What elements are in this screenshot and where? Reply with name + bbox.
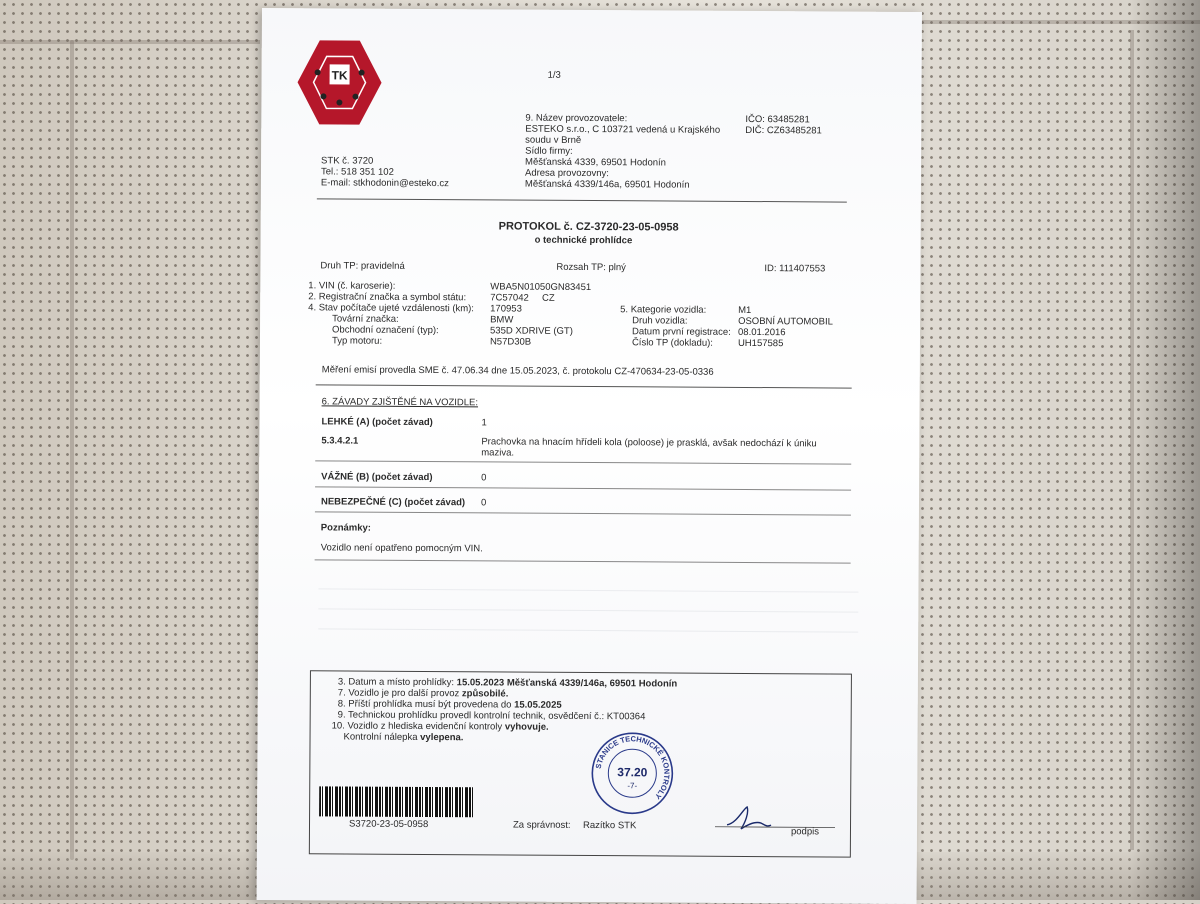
inspection-protocol-document xyxy=(257,8,922,904)
serious-defects-label: VÁŽNÉ (B) (počet závad) xyxy=(321,471,433,484)
divider xyxy=(315,559,851,563)
defects-heading: 6. ZÁVADY ZJIŠTĚNÉ NA VOZIDLE: xyxy=(321,396,479,409)
engine-label: Typ motoru: xyxy=(331,335,383,347)
model-value: 535D XDRIVE (GT) xyxy=(489,325,573,337)
seat-seam xyxy=(0,40,260,44)
vin-value: WBA5N01050GN83451 xyxy=(490,281,592,294)
show-through-line xyxy=(318,628,858,632)
first-reg-label: Datum první registrace: xyxy=(631,326,731,338)
vin-label: 1. VIN (č. karoserie): xyxy=(308,280,396,292)
seat-label: Sídlo firmy: xyxy=(525,145,573,157)
barcode xyxy=(319,786,473,817)
phone: Tel.: 518 351 102 xyxy=(320,166,394,178)
first-reg-value: 08.01.2016 xyxy=(737,326,786,339)
protocol-id: ID: 111407553 xyxy=(764,263,826,275)
logo-text: TK xyxy=(331,68,348,83)
dangerous-defects-count: 0 xyxy=(480,497,487,509)
protocol-subtitle: o technické prohlídce xyxy=(534,234,633,247)
operator-label: 9. Název provozovatele: xyxy=(525,112,628,125)
stamp-caption: Razítko STK xyxy=(582,819,637,832)
defect-code: 5.3.4.2.1 xyxy=(321,435,359,447)
reg-label: 2. Registrační značka a symbol státu: xyxy=(308,291,467,304)
light-defects-count: 1 xyxy=(481,417,487,429)
reg-value: 7C57042 CZ xyxy=(490,292,555,304)
barcode-text: S3720-23-05-0958 xyxy=(348,818,429,831)
light-defects-label: LEHKÉ (A) (počet závad) xyxy=(321,416,433,429)
dangerous-defects-label: NEBEZPEČNÉ (C) (počet závad) xyxy=(320,496,466,509)
make-value: BMW xyxy=(490,314,514,326)
za-spravnost: Za správnost: xyxy=(512,819,571,831)
premises-address: Měšťanská 4339/146a, 69501 Hodonín xyxy=(524,178,690,191)
stk-number: STK č. 3720 xyxy=(321,155,374,167)
stamp-number: 37.20 xyxy=(617,765,648,780)
show-through-line xyxy=(318,608,858,612)
handwritten-signature xyxy=(707,803,837,840)
odometer-value: 170953 xyxy=(490,303,522,315)
make-label: Tovární značka: xyxy=(332,313,399,325)
notes-text: Vozidlo není opatřeno pomocným VIN. xyxy=(320,542,483,555)
tp-number-label: Číslo TP (dokladu): xyxy=(631,337,713,349)
odometer-label: 4. Stav počítače ujeté vzdálenosti (km): xyxy=(308,302,475,315)
divider xyxy=(315,511,851,515)
stk-round-stamp xyxy=(589,730,676,817)
divider xyxy=(315,486,851,490)
defect-description-cont: maziva. xyxy=(481,447,515,459)
next-inspection-line: 8. Příští prohlídka musí být provedena do 15.05.2025 xyxy=(337,698,562,711)
divider xyxy=(315,460,851,464)
protocol-title: PROTOKOL č. CZ-3720-23-05-0958 xyxy=(498,220,679,234)
stamp-sub: -7- xyxy=(627,781,638,791)
dic: DIČ: CZ63485281 xyxy=(745,124,822,137)
technician-line: 9. Technickou prohlídku provedl kontrolní technik, osvědčení č.: KT00364 xyxy=(337,709,646,723)
roadworthy-line: 7. Vozidlo je pro další provoz způsobilé. xyxy=(337,687,509,700)
ico: IČO: 63485281 xyxy=(745,113,810,126)
serious-defects-count: 0 xyxy=(481,472,487,484)
operator-court: soudu v Brně xyxy=(525,134,582,146)
emission-note: Měření emisí provedla SME č. 47.06.34 dne 15.05.2023, č. protokolu CZ-470634-23-05-0336 xyxy=(321,364,714,378)
engine-value: N57D30B xyxy=(489,336,532,348)
notes-heading: Poznámky: xyxy=(320,522,372,534)
kind-label: Druh vozidla: xyxy=(632,315,688,327)
signature-caption: podpis xyxy=(790,826,820,838)
tp-number-value: UH157585 xyxy=(737,337,784,350)
divider xyxy=(316,384,852,388)
show-through-line xyxy=(318,588,858,592)
kind-value: OSOBNÍ AUTOMOBIL xyxy=(738,315,833,328)
rozsah-tp: Rozsah TP: plný xyxy=(556,261,626,274)
email: E-mail: stkhodonin@esteko.cz xyxy=(320,177,449,190)
category-label: 5. Kategorie vozidla: xyxy=(620,304,707,316)
stk-logo xyxy=(293,36,386,129)
seat-seam xyxy=(70,40,74,860)
druh-tp: Druh TP: pravidelná xyxy=(320,260,405,272)
category-value: M1 xyxy=(738,304,752,316)
defect-description: Prachovka na hnacím hřídeli kola (poloose) je prasklá, avšak nedochází k úniku xyxy=(481,436,817,450)
inspection-date-line: 3. Datum a místo prohlídky: 15.05.2023 Měšťanská 4339/146a, 69501 Hodonín xyxy=(337,676,678,690)
seat-address: Měšťanská 4339, 69501 Hodonín xyxy=(525,156,666,169)
premises-label: Adresa provozovny: xyxy=(524,167,609,180)
sticker-line: Kontrolní nálepka vylepena. xyxy=(343,731,464,744)
background-shadow xyxy=(1130,0,1200,900)
stamp-ring-text: STANICE TECHNICKÉ KONTROLY xyxy=(593,734,672,802)
operator-name: ESTEKO s.r.o., C 103721 vedená u Krajského xyxy=(525,123,721,136)
registration-check-line: 10. Vozidlo z hlediska evidenční kontroly vyhovuje. xyxy=(331,720,549,733)
divider xyxy=(317,198,847,202)
model-label: Obchodní označení (typ): xyxy=(332,324,439,337)
page-number: 1/3 xyxy=(547,69,561,81)
